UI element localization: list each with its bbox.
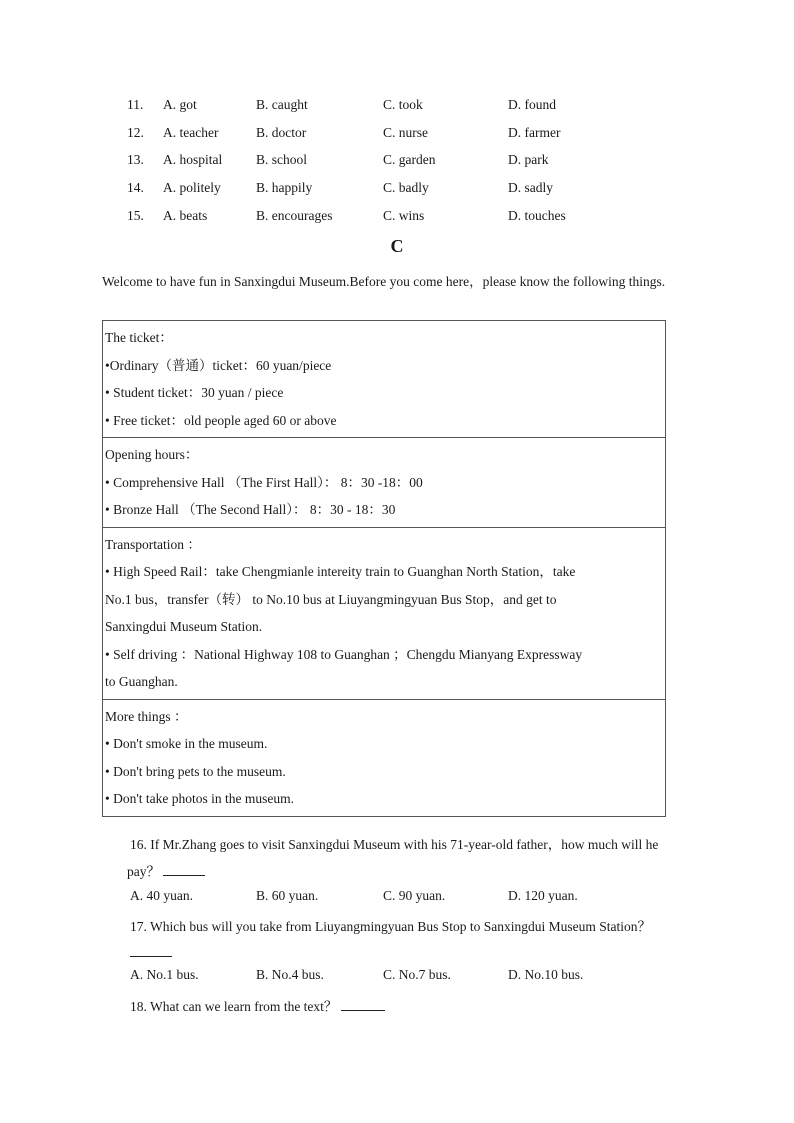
more-line: • Don't take photos in the museum. bbox=[105, 791, 295, 806]
answer-blank[interactable] bbox=[341, 998, 385, 1011]
option-b: B. caught bbox=[256, 97, 308, 112]
question-number: 13. bbox=[127, 152, 144, 167]
option-c: C. wins bbox=[383, 208, 425, 223]
option-b: B. No.4 bus. bbox=[256, 967, 324, 982]
option-a: A. 40 yuan. bbox=[130, 888, 193, 903]
answer-blank[interactable] bbox=[163, 863, 205, 876]
transport-line: Sanxingdui Museum Station. bbox=[105, 619, 263, 634]
ticket-line: •Ordinary（普通）ticket：60 yuan/piece bbox=[105, 357, 332, 373]
question-16-prompt: pay？ bbox=[127, 864, 160, 879]
question-18-text: 18. What can we learn from the text？ bbox=[130, 999, 338, 1014]
question-17-blank-line bbox=[130, 944, 172, 961]
question-number: 12. bbox=[127, 125, 144, 140]
option-c: C. nurse bbox=[383, 125, 428, 140]
option-c: C. took bbox=[383, 97, 423, 112]
option-d: D. found bbox=[508, 97, 556, 112]
question-number: 11. bbox=[127, 97, 144, 112]
more-line: • Don't bring pets to the museum. bbox=[105, 763, 286, 779]
section-letter: C bbox=[390, 236, 404, 256]
option-a: A. teacher bbox=[163, 125, 219, 140]
transport-line: No.1 bus，transfer（转） to No.10 bus at Liuyangmingyuan Bus Stop，and get to bbox=[105, 591, 557, 607]
ticket-line: • Student ticket：30 yuan / piece bbox=[105, 385, 284, 400]
museum-info-table bbox=[102, 320, 666, 817]
option-b: B. doctor bbox=[256, 125, 307, 140]
option-d: D. park bbox=[508, 152, 549, 167]
ticket-heading: The ticket： bbox=[105, 330, 173, 345]
option-c: C. garden bbox=[383, 152, 436, 167]
transport-line: • Self driving ：National Highway 108 to Guanghan ；Chengdu Mianyang Expressway bbox=[105, 646, 583, 662]
option-a: A. got bbox=[163, 97, 197, 112]
transport-heading: Transportation ： bbox=[105, 536, 201, 552]
more-heading: More things ： bbox=[105, 708, 188, 724]
option-a: A. hospital bbox=[163, 152, 223, 167]
answer-blank[interactable] bbox=[130, 944, 172, 957]
question-number: 14. bbox=[127, 180, 144, 195]
question-17-text: 17. Which bus will you take from Liuyangmingyuan Bus Stop to Sanxingdui Museum Station？ bbox=[130, 919, 651, 934]
transport-cell bbox=[103, 527, 666, 699]
question-18-line bbox=[130, 995, 385, 1015]
option-b: B. 60 yuan. bbox=[256, 888, 319, 903]
hours-cell bbox=[103, 438, 666, 528]
option-d: D. sadly bbox=[508, 180, 553, 195]
section-intro: Welcome to have fun in Sanxingdui Museum.Before you come here，please know the following things. bbox=[102, 274, 666, 289]
transport-row bbox=[103, 527, 666, 699]
option-b: B. happily bbox=[256, 180, 313, 195]
option-a: A. No.1 bus. bbox=[130, 967, 199, 982]
more-row bbox=[103, 699, 666, 816]
option-a: A. beats bbox=[163, 208, 208, 223]
hours-line: • Bronze Hall （The Second Hall）： 8：30 - 18：30 bbox=[105, 502, 396, 517]
option-b: B. school bbox=[256, 152, 308, 167]
question-16-line2 bbox=[127, 860, 205, 880]
option-c: C. No.7 bus. bbox=[383, 967, 451, 982]
option-c: C. badly bbox=[383, 180, 429, 195]
transport-line: • High Speed Rail：take Chengmianle intereity train to Guanghan North Station，take bbox=[105, 564, 576, 579]
option-d: D. touches bbox=[508, 208, 566, 223]
option-b: B. encourages bbox=[256, 208, 333, 223]
ticket-cell bbox=[103, 321, 666, 438]
more-line: • Don't smoke in the museum. bbox=[105, 736, 268, 751]
option-c: C. 90 yuan. bbox=[383, 888, 446, 903]
ticket-row bbox=[103, 321, 666, 438]
hours-row bbox=[103, 438, 666, 528]
ticket-line: • Free ticket：old people aged 60 or above bbox=[105, 412, 337, 428]
hours-line: • Comprehensive Hall （The First Hall）： 8：30 -18：00 bbox=[105, 474, 423, 490]
option-d: D. farmer bbox=[508, 125, 561, 140]
transport-line: to Guanghan. bbox=[105, 674, 178, 689]
question-16-text: 16. If Mr.Zhang goes to visit Sanxingdui Museum with his 71-year-old father，how much will he bbox=[130, 837, 659, 852]
option-a: A. politely bbox=[163, 180, 221, 195]
option-d: D. 120 yuan. bbox=[508, 888, 578, 903]
hours-heading: Opening hours： bbox=[105, 447, 199, 462]
question-number: 15. bbox=[127, 208, 144, 223]
option-d: D. No.10 bus. bbox=[508, 967, 584, 982]
more-cell bbox=[103, 699, 666, 816]
